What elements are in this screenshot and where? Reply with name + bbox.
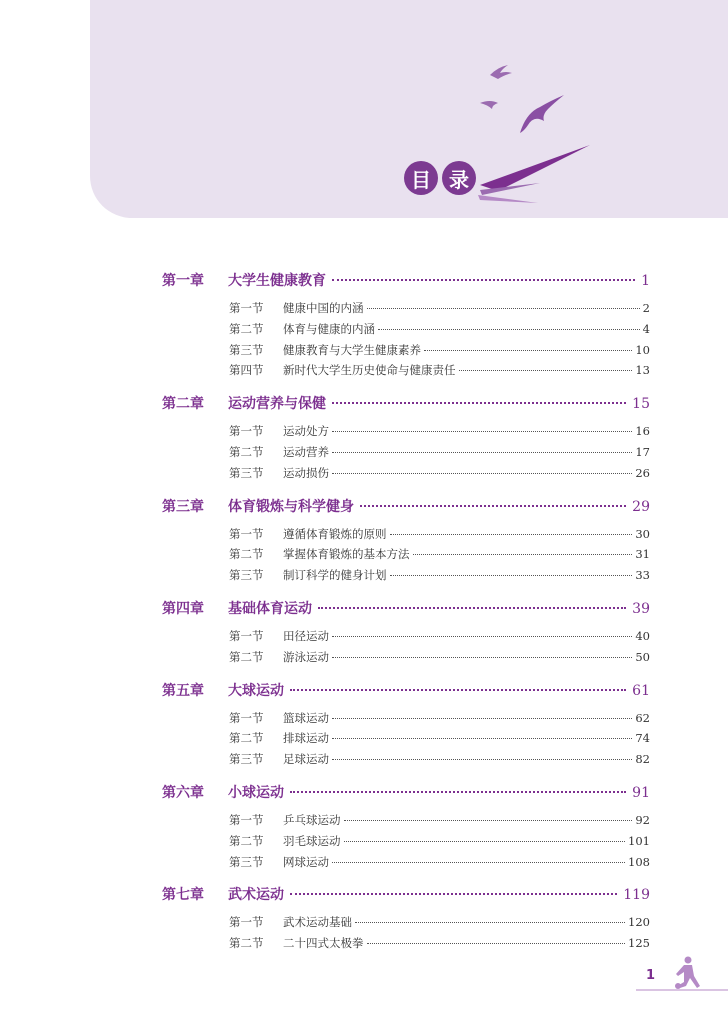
section-entry[interactable] <box>162 546 650 567</box>
section-title: 体育与健康的内涵 <box>283 321 375 336</box>
chapter-page: 1 <box>641 273 650 289</box>
chapter-page: 61 <box>632 682 650 699</box>
section-number: 第四节 <box>229 363 264 378</box>
section-entry[interactable] <box>162 300 650 321</box>
chapter-number: 第五章 <box>162 682 204 699</box>
section-title: 运动损伤 <box>283 465 329 480</box>
dot-leader <box>332 431 632 432</box>
section-title: 健康教育与大学生健康素养 <box>283 342 421 357</box>
section-page: 31 <box>635 547 650 562</box>
section-page: 108 <box>628 854 650 869</box>
table-of-contents <box>162 270 650 966</box>
chapter-number: 第一章 <box>162 273 204 289</box>
section-page: 26 <box>635 465 650 480</box>
dot-leader <box>390 575 633 576</box>
dot-leader <box>424 350 632 351</box>
section-page: 2 <box>642 301 650 315</box>
section-page: 101 <box>628 833 650 848</box>
section-page: 30 <box>635 526 650 541</box>
section-title: 羽毛球运动 <box>283 833 341 848</box>
section-page: 82 <box>635 752 650 767</box>
dot-leader <box>332 402 626 404</box>
section-entry[interactable] <box>162 567 650 588</box>
dot-leader <box>344 820 633 821</box>
section-entry[interactable] <box>162 914 650 935</box>
dot-leader <box>332 759 632 760</box>
dot-leader <box>413 554 633 555</box>
chapter-number: 第七章 <box>162 887 204 904</box>
chapter-title: 运动营养与保健 <box>228 396 326 413</box>
section-entry[interactable] <box>162 854 650 875</box>
section-page: 62 <box>635 710 650 725</box>
section-number: 第一节 <box>229 424 264 439</box>
bird-icon <box>490 65 512 79</box>
bird-icon <box>480 101 498 109</box>
soccer-player-icon <box>676 957 700 989</box>
section-title: 二十四式太极拳 <box>283 936 364 951</box>
section-title: 遵循体育锻炼的原则 <box>283 526 387 541</box>
section-number: 第一节 <box>229 915 264 930</box>
section-page: 4 <box>642 321 650 336</box>
section-title: 掌握体育锻炼的基本方法 <box>283 547 410 562</box>
section-entry[interactable] <box>162 465 650 486</box>
section-entry[interactable] <box>162 444 650 465</box>
chapter-number: 第三章 <box>162 498 204 515</box>
section-page: 120 <box>628 915 650 930</box>
chapter-title: 大球运动 <box>228 682 284 699</box>
dot-leader <box>344 841 626 842</box>
dot-leader <box>332 718 632 719</box>
section-page: 125 <box>628 936 650 951</box>
chapter-block <box>162 496 650 588</box>
section-title: 制订科学的健身计划 <box>283 568 387 583</box>
chapter-entry[interactable] <box>162 393 650 423</box>
dot-leader <box>332 738 632 739</box>
dot-leader <box>360 505 626 507</box>
section-number: 第二节 <box>229 444 264 459</box>
section-title: 排球运动 <box>283 731 329 746</box>
chapter-block <box>162 680 650 772</box>
chapter-page: 39 <box>632 600 650 617</box>
section-entry[interactable] <box>162 362 650 383</box>
section-title: 健康中国的内涵 <box>283 301 364 315</box>
section-entry[interactable] <box>162 321 650 342</box>
ball-icon <box>675 983 681 989</box>
section-page: 40 <box>635 628 650 643</box>
section-page: 16 <box>635 424 650 439</box>
section-number: 第三节 <box>229 568 264 583</box>
section-number: 第二节 <box>229 731 264 746</box>
section-number: 第三节 <box>229 465 264 480</box>
section-entry[interactable] <box>162 751 650 772</box>
chapter-number: 第六章 <box>162 784 204 801</box>
chapter-number: 第二章 <box>162 396 204 413</box>
chapter-block <box>162 598 650 670</box>
title-char: 目 <box>404 161 438 195</box>
chapter-title: 武术运动 <box>228 887 284 904</box>
chapter-block <box>162 393 650 485</box>
section-number: 第三节 <box>229 752 264 767</box>
section-page: 17 <box>635 444 650 459</box>
section-entry[interactable] <box>162 526 650 547</box>
dot-leader <box>290 689 626 691</box>
dot-leader <box>332 279 635 281</box>
section-title: 游泳运动 <box>283 649 329 664</box>
chapter-entry[interactable] <box>162 270 650 300</box>
footer-decoration <box>600 950 728 1010</box>
chapter-title: 基础体育运动 <box>228 600 312 617</box>
section-title: 武术运动基础 <box>283 915 352 930</box>
section-number: 第二节 <box>229 649 264 664</box>
dot-leader <box>332 657 632 658</box>
chapter-page: 15 <box>632 396 650 413</box>
section-number: 第一节 <box>229 812 264 827</box>
chapter-page: 29 <box>632 498 650 515</box>
dot-leader <box>367 308 640 309</box>
chapter-title: 体育锻炼与科学健身 <box>228 498 354 515</box>
section-entry[interactable] <box>162 935 650 956</box>
dot-leader <box>290 893 617 895</box>
section-title: 田径运动 <box>283 628 329 643</box>
page-number: 1 <box>646 968 656 983</box>
dot-leader <box>390 534 633 535</box>
section-number: 第三节 <box>229 342 264 357</box>
section-number: 第二节 <box>229 321 264 336</box>
section-page: 92 <box>635 812 650 827</box>
section-title: 篮球运动 <box>283 710 329 725</box>
section-page: 13 <box>635 363 650 378</box>
section-number: 第二节 <box>229 833 264 848</box>
section-number: 第一节 <box>229 526 264 541</box>
section-title: 乒乓球运动 <box>283 812 341 827</box>
bird-icon <box>520 95 564 133</box>
chapter-block <box>162 884 650 956</box>
dot-leader <box>332 473 632 474</box>
section-entry[interactable] <box>162 649 650 670</box>
chapter-entry[interactable] <box>162 496 650 526</box>
section-title: 足球运动 <box>283 752 329 767</box>
section-entry[interactable] <box>162 423 650 444</box>
section-entry[interactable] <box>162 628 650 649</box>
section-number: 第一节 <box>229 628 264 643</box>
swoosh-decoration <box>478 145 590 203</box>
section-number: 第二节 <box>229 547 264 562</box>
chapter-entry[interactable] <box>162 598 650 628</box>
dot-leader <box>332 862 625 863</box>
chapter-entry[interactable] <box>162 884 650 914</box>
section-entry[interactable] <box>162 833 650 854</box>
section-entry[interactable] <box>162 812 650 833</box>
chapter-page: 91 <box>632 784 650 801</box>
chapter-block <box>162 782 650 874</box>
section-page: 10 <box>635 342 650 357</box>
section-entry[interactable] <box>162 342 650 363</box>
section-title: 新时代大学生历史使命与健康责任 <box>283 363 456 378</box>
section-title: 网球运动 <box>283 854 329 869</box>
page-title <box>404 161 476 195</box>
section-number: 第一节 <box>229 710 264 725</box>
section-title: 运动营养 <box>283 444 329 459</box>
dot-leader <box>290 791 626 793</box>
section-page: 74 <box>635 731 650 746</box>
dot-leader <box>332 452 632 453</box>
chapter-entry[interactable] <box>162 680 650 710</box>
chapter-page: 119 <box>623 887 650 904</box>
section-number: 第二节 <box>229 936 264 951</box>
chapter-title: 小球运动 <box>228 784 284 801</box>
title-char: 录 <box>442 161 476 195</box>
dot-leader <box>459 370 633 371</box>
section-number: 第三节 <box>229 854 264 869</box>
dot-leader <box>378 329 640 330</box>
section-entry[interactable] <box>162 730 650 751</box>
chapter-block <box>162 270 650 383</box>
section-entry[interactable] <box>162 710 650 731</box>
dot-leader <box>332 636 632 637</box>
section-page: 33 <box>635 568 650 583</box>
chapter-number: 第四章 <box>162 600 204 617</box>
section-number: 第一节 <box>229 301 264 315</box>
chapter-title: 大学生健康教育 <box>228 273 326 289</box>
section-title: 运动处方 <box>283 424 329 439</box>
section-page: 50 <box>635 649 650 664</box>
dot-leader <box>318 607 626 609</box>
dot-leader <box>367 943 626 944</box>
dot-leader <box>355 922 625 923</box>
chapter-entry[interactable] <box>162 782 650 812</box>
